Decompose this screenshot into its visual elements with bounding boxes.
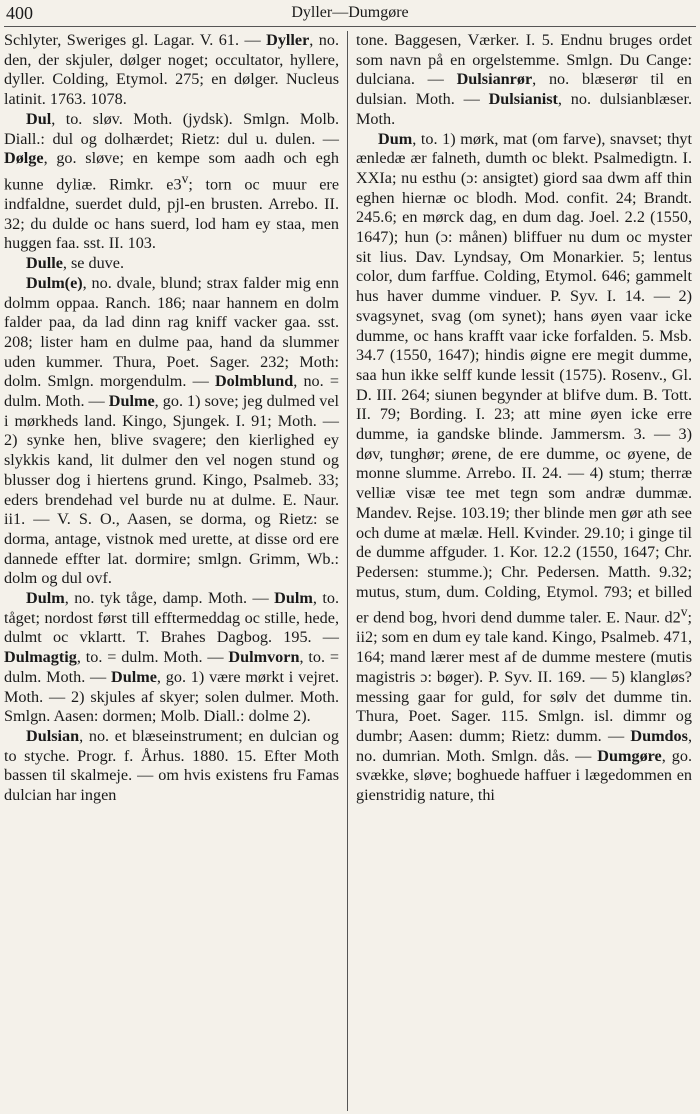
text-columns [4, 31, 696, 1111]
dictionary-entry: Dul, to. sløv. Moth. (jydsk). Smlgn. Molb. Diall.: dul og dolhærdet; Rietz: dul u. dulen. — Dølge, go. sløve; en kempe som aadh och egh kunne dyliæ. Rimkr. e3$^v$; torn oc muur ere indfaldne, suerdet duld, pjl-en brusten. Arrebo. II. 32; du dulde oc hans suerd, lod ham ey staa, men huggen faa. sst. II. 103. [4, 109, 340, 253]
page-number: 400 [6, 3, 33, 23]
dictionary-entry: Dulm, no. tyk tåge, damp. Moth. — Dulm, to. tåget; nordost først till efftermeddag oc stille, hede, dulmt oc vklartt. T. Brahes Dagbog. 195. — Dulmagtig, to. = dulm. Moth. — Dulmvorn, to. = dulm. Moth. — Dulme, go. 1) være mørkt i vejret. Moth. — 2) skjules af skyer; solen dulmer. Moth. Smlgn. Aasen: dormen; Molb. Diall.: dolme 2). [4, 589, 339, 726]
dictionary-entry: Dulle, se duve. [26, 254, 125, 273]
dictionary-entry: tone. Baggesen, Værker. I. 5. Endnu bruges ordet som navn på en orgelstemme. Smlgn. Du Cange: dulciana. — Dulsianrør, no. blæserør til en dulsian. Moth. — Dulsianist, no. dulsianblæser. Moth. [356, 31, 692, 128]
dictionary-entry: Dulsian, no. et blæseinstrument; en dulcian og to styche. Progr. f. Århus. 1880. 15. Efter Moth bassen til skalmeje. — om hvis existens fru Famas dulcian har ingen [4, 727, 339, 805]
dictionary-entry: Dulm(e), no. dvale, blund; strax falder mig enn dolmm oppaa. Ranch. 186; naar hannem en dolm falder paa, da lad dinn rag kniff vacker gaa. sst. 208; lister ham en dulme paa, hand da slummer uden kummer. Thura, Poet. Sager. 232; Moth: dolm. Smlgn. morgendulm. — Dolmblund, no. = dulm. Moth. — Dulme, go. 1) sove; jeg dulmed vel i mørkheds land. Kingo, Sjungek. I. 91; Moth. — 2) synke hen, blive svagere; den kierlighed ey slykkis kand, lit dulmer den vel nogen stund og blusser dog i hiertens grund. Kingo, Psalmeb. 33; eders brendehad vel burde nu at dulme. E. Naur. ii1. — V. S. O., Aasen, se dorma, og Rietz: se dorma, antage, vistnok med urette, at disse ord ere dannede effter lat. dormire; smlgn. Grimm, Wb.: dolm og dul ovf. [4, 273, 339, 588]
dictionary-entry: Schlyter, Sweriges gl. Lagar. V. 61. — Dyller, no. den, der skjuler, dølger noget; occultator, hyllere, dyller. Colding, Etymol. 275; en dølger. Nucleus latinit. 1763. 1078. [4, 31, 340, 109]
page-header [4, 0, 696, 27]
running-title: Dyller—Dumgøre [291, 4, 409, 21]
right-column [348, 31, 692, 1111]
dictionary-entry: Dum, to. 1) mørk, mat (om farve), snavset; thyt ænledæ ær falneth, dumth oc blekt. Psalmedigtn. I. XXIa; nu esthu (ɔ: ansigtet) giord saa dwm aff thin eghen hiernæ oc blodh. Mod. confit. 24; Brandt. 245.6; en mørck dag, en dum dag. Joel. 2.2 (1550, 1647); hun (ɔ: månen) bliffuer nu dum oc myster sit lius. Dav. Lyndsay, Om Monarkier. 5; lentus color, dum farffue. Colding, Etymol. 646; gammelt hus haver dumme vinduer. P. Syv. I. 14. — 2) svagsynet, svag (om synet); hans øyen vaar icke dumme, oc hans krafft vaar icke forfalden. 5. Msb. 34.7 (1550, 1647); hindis øigne ere megit dumme, saa hun ikke selff kunde lessit (1575). Rosenv., Gl. D. III. 264; siunen begynder at blifve dum. B. Tott. II. 79; Bording. I. 23; att mine øyen icke erre dumme, ia gandske blinde. Jammersm. 3. — 3) døv, tunghør; ørene, de ere dumme, oc øyene, de monne slumme. Arrebo. II. 24. — 4) stum; therræ velliæ visæ tee met tegn som andræ dummæ. Mandev. Rejse. 103.19; ther blinde men gør ath see och dume at mælæ. Hell. Kvinder. 29.10; i ginge til de dumme affguder. 1. Kor. 12.2 (1550, 1647; Chr. Pedersen: stumme.); Chr. Pedersen. Matth. 9.32; mutus, stum, dum. Colding, Etymol. 793; et billed er dend bog, hvori dend dumme taler. E. Naur. d2$^v$; ii2; som en dum ey tale kand. Kingo, Psalmeb. 471, 164; mand lærer mest af de dumme mestere (mutis magistris ɔ: bøger). P. Syv. II. 169. — 5) klangløs? messing gaar for guld, for sølv det dumme tin. Thura, Poet. Sager. 115. Smlgn. isl. dimmr og dumbr; Aasen: dumm; Rietz: dumm. — Dumdos, no. dumrian. Moth. Smlgn. dås. — Dumgøre, go. svække, sløve; boghuede haffuer i lægedommen en gienstridig nature, thi [356, 129, 692, 805]
left-column [4, 31, 348, 1111]
